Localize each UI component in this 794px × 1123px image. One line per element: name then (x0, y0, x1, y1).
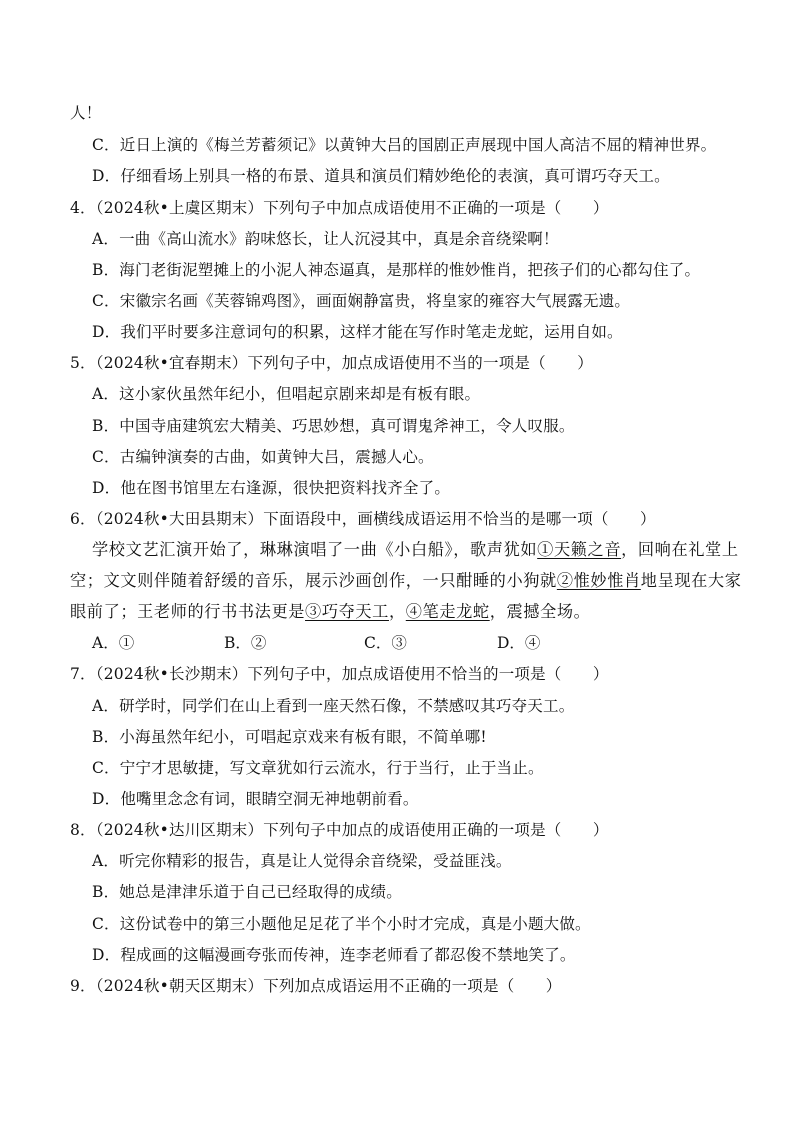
underlined-idiom-2: ②惟妙惟肖 (556, 571, 641, 590)
underlined-idiom-4: ④笔走龙蛇 (405, 602, 490, 621)
question-5-stem: 5．（2024秋•宜春期末）下列句子中，加点成语使用不当的一项是（ ） (70, 354, 593, 372)
q3-option-d: D．仔细看场上别具一格的布景、道具和演员们精妙绝伦的表演，真可谓巧夺天工。 (92, 167, 670, 185)
q6-choice-b: B．② (224, 634, 267, 652)
passage-text: 眼前了；王老师的行书书法更是 (70, 602, 306, 621)
passage-text: 地呈现在大家 (640, 571, 742, 590)
q3-option-c: C．近日上演的《梅兰芳蓄须记》以黄钟大吕的国剧正声展现中国人高洁不屈的精神世界。 (92, 136, 717, 154)
passage-text: ，震撼全场。 (489, 602, 591, 621)
q6-passage-line-3 (70, 602, 590, 622)
underlined-idiom-3: ③巧夺天工 (305, 602, 389, 621)
q5-option-c: C．古编钟演奏的古曲，如黄钟大吕，震撼人心。 (92, 448, 434, 466)
q6-passage-line-1 (92, 540, 739, 560)
passage-text: 学校文艺汇演开始了，琳琳演唱了一曲《小白船》，歌声犹如 (92, 540, 538, 559)
q7-option-b: B．小海虽然年纪小，可唱起京戏来有板有眼，不简单哪! (92, 728, 487, 746)
underlined-idiom-1: ①天籁之音 (537, 540, 622, 559)
q7-option-c: C．宁宁才思敏捷，写文章犹如行云流水，行于当行，止于当止。 (92, 759, 544, 777)
q8-option-b: B．她总是津津乐道于自己已经取得的成绩。 (92, 883, 402, 901)
passage-text: ， (388, 602, 406, 621)
question-8-stem: 8．（2024秋•达川区期末）下列句子中加点的成语使用正确的一项是（ ） (70, 821, 609, 839)
q4-option-b: B．海门老街泥塑摊上的小泥人神态逼真，是那样的惟妙惟肖，把孩子们的心都勾住了。 (92, 261, 701, 279)
q4-option-a: A．一曲《高山流水》韵味悠长，让人沉浸其中，真是余音绕梁啊！ (92, 230, 559, 248)
q8-option-d: D．程成画的这幅漫画夸张而传神，连李老师看了都忍俊不禁地笑了。 (92, 946, 576, 964)
question-9-stem: 9．（2024秋•朝天区期末）下列加点成语运用不正确的一项是（ ） (70, 977, 562, 995)
passage-text: ，回响在礼堂上 (621, 540, 739, 559)
q8-option-a: A．听完你精彩的报告，真是让人觉得余音绕梁，受益匪浅。 (92, 852, 512, 870)
q7-option-d: D．他嘴里念念有词，眼睛空洞无神地朝前看。 (92, 790, 419, 808)
question-6-stem: 6．（2024秋•大田县期末）下面语段中，画横线成语运用不恰当的是哪一项（ ） (70, 510, 656, 528)
continued-text: 人！ (70, 104, 102, 122)
q6-choice-c: C．③ (364, 634, 407, 652)
q6-choice-d: D．④ (497, 634, 541, 652)
q5-option-d: D．他在图书馆里左右逢源，很快把资料找齐全了。 (92, 479, 451, 497)
question-4-stem: 4．（2024秋•上虞区期末）下列句子中加点成语使用不正确的一项是（ ） (70, 199, 609, 217)
passage-text: 空；文文则伴随着舒缓的音乐，展示沙画创作，一只酣睡的小狗就 (70, 571, 557, 590)
question-7-stem: 7．（2024秋•长沙期末）下列句子中，加点成语使用不恰当的一项是（ ） (70, 665, 609, 683)
q7-option-a: A．研学时，同学们在山上看到一座天然石像，不禁感叹其巧夺天工。 (92, 697, 575, 715)
q8-option-c: C．这份试卷中的第三小题他足足花了半个小时才完成，真是小题大做。 (92, 915, 591, 933)
q5-option-b: B．中国寺庙建筑宏大精美、巧思妙想，真可谓鬼斧神工，令人叹服。 (92, 417, 575, 435)
q4-option-d: D．我们平时要多注意词句的积累，这样才能在写作时笔走龙蛇，运用自如。 (92, 323, 623, 341)
q6-choice-a: A．① (92, 634, 135, 652)
q5-option-a: A．这小家伙虽然年纪小，但唱起京剧来却是有板有眼。 (92, 385, 481, 403)
q4-option-c: C．宋徽宗名画《芙蓉锦鸡图》，画面娴静富贵，将皇家的雍容大气展露无遗。 (92, 292, 631, 310)
q6-passage-line-2 (70, 571, 742, 591)
